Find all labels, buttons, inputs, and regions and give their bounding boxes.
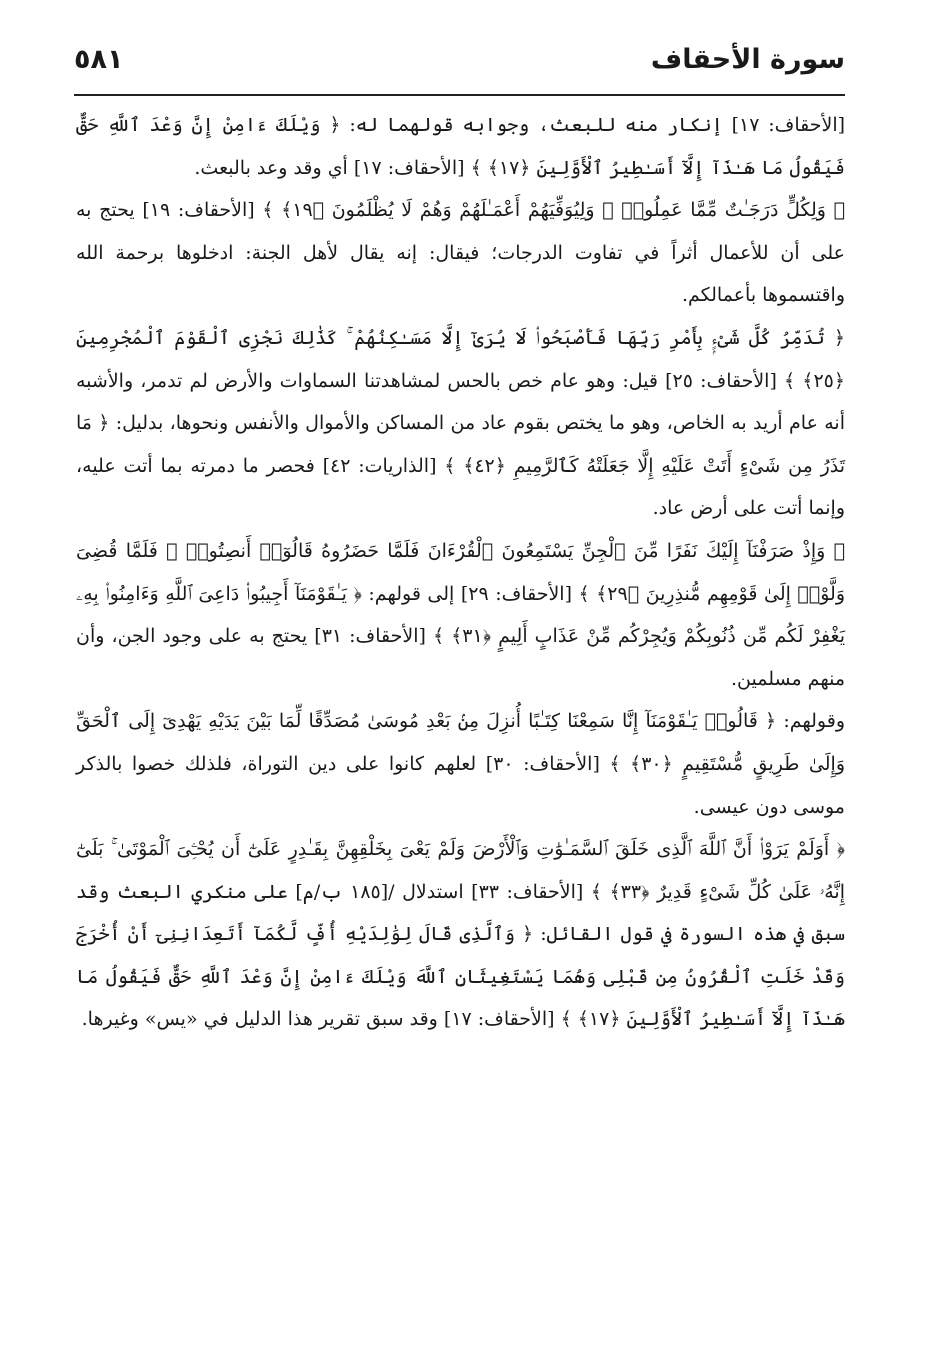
paragraph-6: ﴿ أَوَلَمْ يَرَوْا۟ أَنَّ ٱللَّهَ ٱلَّذِى خَلَقَ ٱلسَّمَـٰوَٰتِ وَٱلْأَرْضَ وَلَمْ يَعْىَ بِخَلْقِهِنَّ بِقَـٰدِرٍ عَلَىٰٓ أَن يُحْـِۧىَ ٱلْمَوْتَىٰ ۚ بَلَىٰٓ إِنَّهُۥ عَلَىٰ كُلِّ شَىْءٍ قَدِيرٌ ﴿٣٣﴾ ﴾ [الأحقاف: ٣٣] استدلال /[١٨٥ ب/م] على منكري البعث وقد سبق في هذه السورة في قول القائل: ﴿ وَٱلَّذِى قَالَ لِوَٰلِدَيْهِ أُفٍّ لَّكُمَآ أَتَعِدَانِنِىٓ أَنْ أُخْرَجَ وَقَدْ خَلَتِ ٱلْقُرُونُ مِن قَبْلِى وَهُمَا يَسْتَغِيثَانِ ٱللَّهَ وَيْلَكَ ءَامِنْ إِنَّ وَعْدَ ٱللَّهِ حَقٌّ فَيَقُولُ مَا هَـٰذَآ إِلَّآ أَسَـٰطِيرُ ٱلْأَوَّلِينَ ﴿١٧﴾ ﴾ [الأحقاف: ١٧] وقد سبق تقرير هذا الدليل في «يس» وغيرها. xyxy=(76,838,845,1031)
paragraph-1: [الأحقاف: ١٧] إنكار منه للبعث، وجوابه قولهما له: ﴿ وَيْلَكَ ءَامِنْ إِنَّ وَعْدَ ٱللَّهِ حَقٌّ فَيَقُولُ مَا هَـٰذَآ إِلَّآ أَسَـٰطِيرُ ٱلْأَوَّلِينَ ﴿١٧﴾ ﴾ [الأحقاف: ١٧] أي وقد وعد بالبعث. xyxy=(76,114,846,179)
header-divider xyxy=(74,94,845,96)
page-number: ٥٨١ xyxy=(74,44,124,75)
page-header xyxy=(74,40,845,92)
paragraph-5: وقولهم: ﴿ قَالُوا۟ يَـٰقَوْمَنَآ إِنَّا سَمِعْنَا كِتَـٰبًا أُنزِلَ مِنۢ بَعْدِ مُوسَىٰ مُصَدِّقًا لِّمَا بَيْنَ يَدَيْهِ يَهْدِىٓ إِلَى ٱلْحَقِّ وَإِلَىٰ طَرِيقٍ مُّسْتَقِيمٍ ﴿٣٠﴾ ﴾ [الأحقاف: ٣٠] لعلهم كانوا على دين التوراة، فلذلك خصوا بالذكر موسى دون عيسى. xyxy=(76,710,846,818)
paragraph-3: ﴿ تُدَمِّرُ كُلَّ شَىْءٍۭ بِأَمْرِ رَبِّهَا فَأَصْبَحُوا۟ لَا يُرَىٰٓ إِلَّا مَسَـٰكِنُهُمْ ۚ كَذَٰلِكَ نَجْزِى ٱلْقَوْمَ ٱلْمُجْرِمِينَ ﴿٢٥﴾ ﴾ [الأحقاف: ٢٥] قيل: وهو عام خص بالحس لمشاهدتنا السماوات والأرض لم تدمر، والأشبه أنه عام أريد به الخاص، وهو ما يختص بقوم عاد من المساكن والأموال والأنفس ونحوها، بدليل: ﴿ مَا تَذَرُ مِن شَىْءٍ أَتَتْ عَلَيْهِ إِلَّا جَعَلَتْهُ كَٱلرَّمِيمِ ﴿٤٢﴾ ﴾ [الذاريات: ٤٢] فحصر ما دمرته بما أتت عليه، وإنما أتت على أرض عاد. xyxy=(76,326,846,520)
page-body xyxy=(76,104,845,1041)
paragraph-2: ﴿ وَلِكُلٍّ دَرَجَـٰتٌ مِّمَّا عَمِلُوا۟ ۖ وَلِيُوَفِّيَهُمْ أَعْمَـٰلَهُمْ وَهُمْ لَا يُظْلَمُونَ ﴿١٩﴾ ﴾ [الأحقاف: ١٩] يحتج به على أن للأعمال أثراً في تفاوت الدرجات؛ فيقال: إنه يقال لأهل الجنة: ادخلوها برحمة الله واقتسموها بأعمالكم. xyxy=(76,199,845,307)
surah-title: سورة الأحقاف xyxy=(650,44,845,75)
paragraph-4: ﴿ وَإِذْ صَرَفْنَآ إِلَيْكَ نَفَرًا مِّنَ ٱلْجِنِّ يَسْتَمِعُونَ ٱلْقُرْءَانَ فَلَمَّا حَضَرُوهُ قَالُوٓا۟ أَنصِتُوا۟ ۖ فَلَمَّا قُضِىَ وَلَّوْا۟ إِلَىٰ قَوْمِهِم مُّنذِرِينَ ﴿٢٩﴾ ﴾ [الأحقاف: ٢٩] إلى قولهم: ﴿ يَـٰقَوْمَنَآ أَجِيبُوا۟ دَاعِىَ ٱللَّهِ وَءَامِنُوا۟ بِهِۦ يَغْفِرْ لَكُم مِّن ذُنُوبِكُمْ وَيُجِرْكُم مِّنْ عَذَابٍ أَلِيمٍ ﴿٣١﴾ ﴾ [الأحقاف: ٣١] يحتج به على وجود الجن، وأن منهم مسلمين. xyxy=(76,539,846,690)
